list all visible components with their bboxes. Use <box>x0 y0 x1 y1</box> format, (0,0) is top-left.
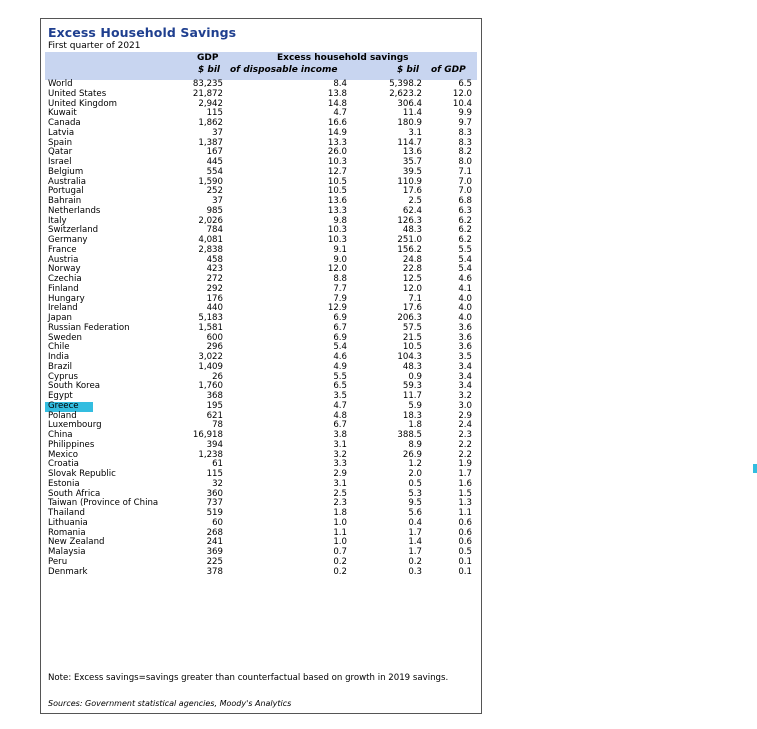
cell-savings-bil: 12.0 <box>402 283 422 294</box>
table-title: Excess Household Savings <box>48 25 237 40</box>
header-gdp-unit: $ bil <box>198 65 221 75</box>
cell-gdp: 167 <box>206 147 223 158</box>
cell-country: Israel <box>48 157 72 167</box>
cell-savings-bil: 206.3 <box>397 313 422 323</box>
cell-savings-bil: 18.3 <box>402 410 422 421</box>
cell-savings-bil: 59.3 <box>402 381 422 392</box>
header-excess-savings: Excess household savings <box>277 53 409 63</box>
cell-gdp: 1,862 <box>198 118 223 128</box>
cell-gdp: 252 <box>206 186 223 197</box>
cell-disposable-income-pct: 1.1 <box>333 527 347 538</box>
cell-disposable-income-pct: 3.3 <box>333 459 347 470</box>
cell-country: China <box>48 430 73 440</box>
cell-country: Norway <box>48 264 81 275</box>
cell-gdp-pct: 1.6 <box>458 478 472 489</box>
cell-country: Germany <box>48 235 88 245</box>
cell-country: Lithuania <box>48 517 88 528</box>
cell-disposable-income-pct: 5.4 <box>333 342 347 353</box>
cell-gdp: 268 <box>206 527 223 538</box>
cell-savings-bil: 21.5 <box>402 332 422 343</box>
cell-savings-bil: 1.8 <box>408 420 422 431</box>
cell-country: Qatar <box>48 147 73 158</box>
cell-savings-bil: 22.8 <box>402 264 422 275</box>
cell-savings-bil: 10.5 <box>402 342 422 353</box>
cell-gdp-pct: 3.6 <box>458 342 472 353</box>
cell-gdp-pct: 3.4 <box>458 361 472 372</box>
cell-gdp: 78 <box>212 420 223 431</box>
table-subtitle: First quarter of 2021 <box>48 41 141 51</box>
cell-country: Croatia <box>48 459 79 470</box>
cell-gdp: 26 <box>212 371 223 382</box>
cell-gdp: 360 <box>206 488 223 499</box>
cell-savings-bil: 180.9 <box>397 118 422 128</box>
cell-country: Austria <box>48 254 79 265</box>
cell-gdp-pct: 8.0 <box>458 157 472 167</box>
cell-gdp: 394 <box>206 439 223 450</box>
cell-gdp-pct: 0.1 <box>458 556 472 567</box>
cell-gdp-pct: 6.5 <box>458 79 472 89</box>
cell-gdp-pct: 2.3 <box>458 430 472 440</box>
cell-savings-bil: 1.7 <box>408 527 422 538</box>
cell-disposable-income-pct: 3.5 <box>333 391 347 401</box>
cell-country: Belgium <box>48 166 84 177</box>
cell-gdp-pct: 3.4 <box>458 381 472 392</box>
cell-savings-bil: 251.0 <box>397 235 422 245</box>
cell-disposable-income-pct: 0.7 <box>333 547 347 557</box>
cell-disposable-income-pct: 4.9 <box>333 361 347 372</box>
cell-savings-bil: 1.4 <box>408 537 422 548</box>
cell-savings-bil: 114.7 <box>397 137 422 148</box>
cell-disposable-income-pct: 10.5 <box>327 186 347 197</box>
cell-country: Egypt <box>48 391 73 401</box>
cell-disposable-income-pct: 6.9 <box>333 313 347 323</box>
cell-savings-bil: 39.5 <box>402 166 422 177</box>
cell-disposable-income-pct: 3.1 <box>333 439 347 450</box>
cell-disposable-income-pct: 0.2 <box>333 566 347 577</box>
cell-country: World <box>48 79 73 89</box>
cell-country: Sweden <box>48 332 82 343</box>
cell-gdp: 21,872 <box>192 88 223 99</box>
cell-gdp: 61 <box>212 459 223 470</box>
cell-disposable-income-pct: 6.7 <box>333 322 347 333</box>
cell-gdp-pct: 2.2 <box>458 439 472 450</box>
cell-gdp-pct: 6.3 <box>458 205 472 216</box>
cell-country: Peru <box>48 556 68 567</box>
cell-savings-bil: 9.5 <box>408 498 422 509</box>
cell-savings-bil: 126.3 <box>397 215 422 226</box>
cell-gdp: 554 <box>206 166 223 177</box>
cell-gdp-pct: 0.6 <box>458 537 472 548</box>
cell-disposable-income-pct: 2.3 <box>333 498 347 509</box>
cell-country: Switzerland <box>48 225 99 236</box>
cell-gdp-pct: 1.9 <box>458 459 472 470</box>
cell-disposable-income-pct: 14.9 <box>327 127 347 138</box>
cell-savings-bil: 5,398.2 <box>389 79 422 89</box>
cell-gdp-pct: 10.4 <box>452 98 472 109</box>
header-bil: $ bil <box>397 65 420 75</box>
cell-gdp-pct: 7.0 <box>458 186 472 197</box>
cell-gdp: 3,022 <box>198 352 223 362</box>
cell-country: Cyprus <box>48 371 78 382</box>
cell-savings-bil: 35.7 <box>402 157 422 167</box>
cell-gdp-pct: 4.1 <box>458 283 472 294</box>
cell-disposable-income-pct: 2.9 <box>333 469 347 479</box>
cell-disposable-income-pct: 3.2 <box>333 449 347 460</box>
cell-country: United Kingdom <box>48 98 117 109</box>
cell-gdp-pct: 3.6 <box>458 332 472 343</box>
cell-country: France <box>48 244 77 255</box>
cell-gdp: 4,081 <box>198 235 223 245</box>
cell-savings-bil: 17.6 <box>402 186 422 197</box>
cell-savings-bil: 3.1 <box>408 127 422 138</box>
cell-disposable-income-pct: 3.8 <box>333 430 347 440</box>
cell-gdp-pct: 4.6 <box>458 274 472 284</box>
cell-gdp-pct: 0.6 <box>458 517 472 528</box>
cell-country: Canada <box>48 118 81 128</box>
header-band <box>45 52 477 80</box>
cell-disposable-income-pct: 2.5 <box>333 488 347 499</box>
cell-gdp-pct: 1.1 <box>458 508 472 518</box>
cell-savings-bil: 48.3 <box>402 225 422 236</box>
cell-gdp: 2,942 <box>198 98 223 109</box>
cell-savings-bil: 306.4 <box>397 98 422 109</box>
cell-disposable-income-pct: 13.3 <box>327 205 347 216</box>
cell-gdp-pct: 4.0 <box>458 313 472 323</box>
cell-gdp: 784 <box>206 225 223 236</box>
cell-disposable-income-pct: 10.3 <box>327 235 347 245</box>
cell-savings-bil: 8.9 <box>408 439 422 450</box>
cell-country: Philippines <box>48 439 95 450</box>
cell-disposable-income-pct: 7.7 <box>333 283 347 294</box>
cell-country: Taiwan (Province of China <box>48 498 159 509</box>
table-row <box>45 568 477 578</box>
cell-disposable-income-pct: 4.7 <box>333 108 347 119</box>
cell-gdp-pct: 12.0 <box>452 88 472 99</box>
cell-gdp: 272 <box>206 274 223 284</box>
cell-country: South Africa <box>48 488 101 499</box>
cell-country: Kuwait <box>48 108 77 119</box>
cell-gdp: 115 <box>206 469 223 479</box>
cell-disposable-income-pct: 12.0 <box>327 264 347 275</box>
cell-gdp: 458 <box>206 254 223 265</box>
cell-gdp-pct: 8.3 <box>458 127 472 138</box>
cell-gdp: 115 <box>206 108 223 119</box>
cell-gdp-pct: 0.5 <box>458 547 472 557</box>
cell-gdp: 1,238 <box>198 449 223 460</box>
cell-savings-bil: 17.6 <box>402 303 422 314</box>
cell-savings-bil: 5.6 <box>408 508 422 518</box>
cell-gdp: 83,235 <box>192 79 223 89</box>
cell-country: United States <box>48 88 107 99</box>
cell-gdp: 440 <box>206 303 223 314</box>
cell-country: Brazil <box>48 361 72 372</box>
cell-savings-bil: 0.4 <box>408 517 422 528</box>
table-body <box>45 80 477 577</box>
cell-savings-bil: 5.3 <box>408 488 422 499</box>
cell-gdp: 37 <box>212 127 223 138</box>
cell-savings-bil: 62.4 <box>402 205 422 216</box>
cell-disposable-income-pct: 26.0 <box>327 147 347 158</box>
cell-gdp-pct: 8.2 <box>458 147 472 158</box>
cell-gdp: 985 <box>206 205 223 216</box>
cell-country: Ireland <box>48 303 78 314</box>
cell-gdp: 600 <box>206 332 223 343</box>
header-gdp: GDP <box>197 53 219 63</box>
cell-disposable-income-pct: 4.6 <box>333 352 347 362</box>
cell-savings-bil: 12.5 <box>402 274 422 284</box>
cell-gdp-pct: 7.0 <box>458 176 472 187</box>
cell-savings-bil: 2.5 <box>408 196 422 206</box>
cell-disposable-income-pct: 7.9 <box>333 293 347 304</box>
cell-gdp-pct: 2.2 <box>458 449 472 460</box>
cell-savings-bil: 13.6 <box>402 147 422 158</box>
cell-gdp-pct: 5.4 <box>458 254 472 265</box>
cell-disposable-income-pct: 9.1 <box>333 244 347 255</box>
cell-country: Russian Federation <box>48 322 130 333</box>
cell-savings-bil: 1.7 <box>408 547 422 557</box>
cell-disposable-income-pct: 12.7 <box>327 166 347 177</box>
cell-gdp-pct: 7.1 <box>458 166 472 177</box>
cell-country: India <box>48 352 70 362</box>
cell-gdp: 621 <box>206 410 223 421</box>
cell-country: Czechia <box>48 274 82 284</box>
header-of-gdp: of GDP <box>431 65 466 75</box>
edge-marker <box>753 464 757 473</box>
cell-gdp-pct: 8.3 <box>458 137 472 148</box>
cell-disposable-income-pct: 9.0 <box>333 254 347 265</box>
cell-gdp-pct: 0.6 <box>458 527 472 538</box>
cell-disposable-income-pct: 13.6 <box>327 196 347 206</box>
cell-savings-bil: 2.0 <box>408 469 422 479</box>
cell-gdp: 2,026 <box>198 215 223 226</box>
cell-gdp-pct: 3.6 <box>458 322 472 333</box>
cell-gdp: 176 <box>206 293 223 304</box>
cell-country: New Zealand <box>48 537 105 548</box>
cell-gdp-pct: 2.9 <box>458 410 472 421</box>
cell-disposable-income-pct: 10.3 <box>327 157 347 167</box>
cell-savings-bil: 5.9 <box>408 400 422 411</box>
cell-gdp: 37 <box>212 196 223 206</box>
cell-savings-bil: 2,623.2 <box>389 88 422 99</box>
cell-gdp: 368 <box>206 391 223 401</box>
cell-savings-bil: 26.9 <box>402 449 422 460</box>
cell-disposable-income-pct: 3.1 <box>333 478 347 489</box>
cell-gdp: 445 <box>206 157 223 167</box>
cell-country: Chile <box>48 342 70 353</box>
cell-disposable-income-pct: 1.8 <box>333 508 347 518</box>
cell-country: Netherlands <box>48 205 101 216</box>
cell-gdp-pct: 2.4 <box>458 420 472 431</box>
cell-gdp: 378 <box>206 566 223 577</box>
cell-gdp: 1,387 <box>198 137 223 148</box>
cell-gdp: 519 <box>206 508 223 518</box>
cell-gdp-pct: 6.2 <box>458 235 472 245</box>
cell-gdp: 369 <box>206 547 223 557</box>
header-disposable-income: of disposable income <box>230 65 338 75</box>
cell-gdp: 296 <box>206 342 223 353</box>
cell-disposable-income-pct: 1.0 <box>333 537 347 548</box>
cell-disposable-income-pct: 8.4 <box>333 79 347 89</box>
cell-disposable-income-pct: 14.8 <box>327 98 347 109</box>
cell-country: Spain <box>48 137 73 148</box>
cell-country: Mexico <box>48 449 79 460</box>
cell-gdp-pct: 5.5 <box>458 244 472 255</box>
cell-disposable-income-pct: 13.8 <box>327 88 347 99</box>
cell-country: Bahrain <box>48 196 82 206</box>
cell-gdp: 292 <box>206 283 223 294</box>
cell-savings-bil: 1.2 <box>408 459 422 470</box>
cell-country: Thailand <box>48 508 85 518</box>
cell-savings-bil: 110.9 <box>397 176 422 187</box>
cell-gdp-pct: 5.4 <box>458 264 472 275</box>
cell-gdp: 1,590 <box>198 176 223 187</box>
cell-country: Luxembourg <box>48 420 102 431</box>
cell-savings-bil: 0.2 <box>408 556 422 567</box>
cell-gdp-pct: 1.5 <box>458 488 472 499</box>
cell-gdp-pct: 3.2 <box>458 391 472 401</box>
cell-gdp: 195 <box>206 400 223 411</box>
cell-gdp: 2,838 <box>198 244 223 255</box>
cell-gdp: 60 <box>212 517 223 528</box>
cell-gdp-pct: 0.1 <box>458 566 472 577</box>
cell-country: Romania <box>48 527 86 538</box>
cell-gdp: 225 <box>206 556 223 567</box>
cell-country: Latvia <box>48 127 75 138</box>
cell-disposable-income-pct: 9.8 <box>333 215 347 226</box>
cell-gdp-pct: 3.5 <box>458 352 472 362</box>
cell-savings-bil: 0.5 <box>408 478 422 489</box>
cell-savings-bil: 24.8 <box>402 254 422 265</box>
cell-gdp-pct: 6.8 <box>458 196 472 206</box>
cell-country: Slovak Republic <box>48 469 116 479</box>
cell-gdp: 16,918 <box>192 430 223 440</box>
cell-country: Japan <box>48 313 72 323</box>
cell-savings-bil: 11.7 <box>402 391 422 401</box>
cell-gdp-pct: 4.0 <box>458 303 472 314</box>
cell-disposable-income-pct: 8.8 <box>333 274 347 284</box>
cell-country: Estonia <box>48 478 80 489</box>
cell-gdp-pct: 9.7 <box>458 118 472 128</box>
cell-country: Italy <box>48 215 67 226</box>
cell-disposable-income-pct: 1.0 <box>333 517 347 528</box>
cell-country: Denmark <box>48 566 88 577</box>
cell-gdp-pct: 9.9 <box>458 108 472 119</box>
cell-gdp: 1,581 <box>198 322 223 333</box>
cell-savings-bil: 48.3 <box>402 361 422 372</box>
cell-gdp-pct: 3.4 <box>458 371 472 382</box>
cell-gdp: 1,409 <box>198 361 223 372</box>
cell-gdp-pct: 6.2 <box>458 225 472 236</box>
cell-savings-bil: 7.1 <box>408 293 422 304</box>
cell-disposable-income-pct: 10.5 <box>327 176 347 187</box>
cell-gdp-pct: 1.7 <box>458 469 472 479</box>
cell-gdp: 5,183 <box>198 313 223 323</box>
cell-savings-bil: 11.4 <box>402 108 422 119</box>
savings-table-panel <box>40 18 482 714</box>
cell-gdp: 32 <box>212 478 223 489</box>
cell-disposable-income-pct: 5.5 <box>333 371 347 382</box>
cell-gdp-pct: 3.0 <box>458 400 472 411</box>
cell-disposable-income-pct: 4.8 <box>333 410 347 421</box>
table-note: Note: Excess savings=savings greater than counterfactual based on growth in 2019 savings. <box>48 673 449 683</box>
cell-country: Greece <box>48 400 79 411</box>
cell-savings-bil: 388.5 <box>397 430 422 440</box>
cell-disposable-income-pct: 0.2 <box>333 556 347 567</box>
cell-disposable-income-pct: 12.9 <box>327 303 347 314</box>
cell-country: Portugal <box>48 186 84 197</box>
cell-gdp: 1,760 <box>198 381 223 392</box>
cell-disposable-income-pct: 16.6 <box>327 118 347 128</box>
cell-country: Hungary <box>48 293 85 304</box>
cell-gdp: 423 <box>206 264 223 275</box>
cell-country: Finland <box>48 283 79 294</box>
cell-gdp-pct: 6.2 <box>458 215 472 226</box>
cell-country: Malaysia <box>48 547 86 557</box>
cell-gdp-pct: 1.3 <box>458 498 472 509</box>
cell-country: Poland <box>48 410 77 421</box>
cell-savings-bil: 156.2 <box>397 244 422 255</box>
cell-country: Australia <box>48 176 87 187</box>
cell-savings-bil: 0.9 <box>408 371 422 382</box>
table-sources: Sources: Government statistical agencies, Moody's Analytics <box>48 699 292 708</box>
cell-disposable-income-pct: 6.7 <box>333 420 347 431</box>
cell-disposable-income-pct: 6.9 <box>333 332 347 343</box>
cell-disposable-income-pct: 4.7 <box>333 400 347 411</box>
cell-gdp-pct: 4.0 <box>458 293 472 304</box>
cell-gdp: 737 <box>206 498 223 509</box>
cell-country: South Korea <box>48 381 101 392</box>
cell-savings-bil: 57.5 <box>402 322 422 333</box>
cell-disposable-income-pct: 6.5 <box>333 381 347 392</box>
cell-savings-bil: 104.3 <box>397 352 422 362</box>
cell-savings-bil: 0.3 <box>408 566 422 577</box>
cell-gdp: 241 <box>206 537 223 548</box>
cell-disposable-income-pct: 10.3 <box>327 225 347 236</box>
cell-disposable-income-pct: 13.3 <box>327 137 347 148</box>
